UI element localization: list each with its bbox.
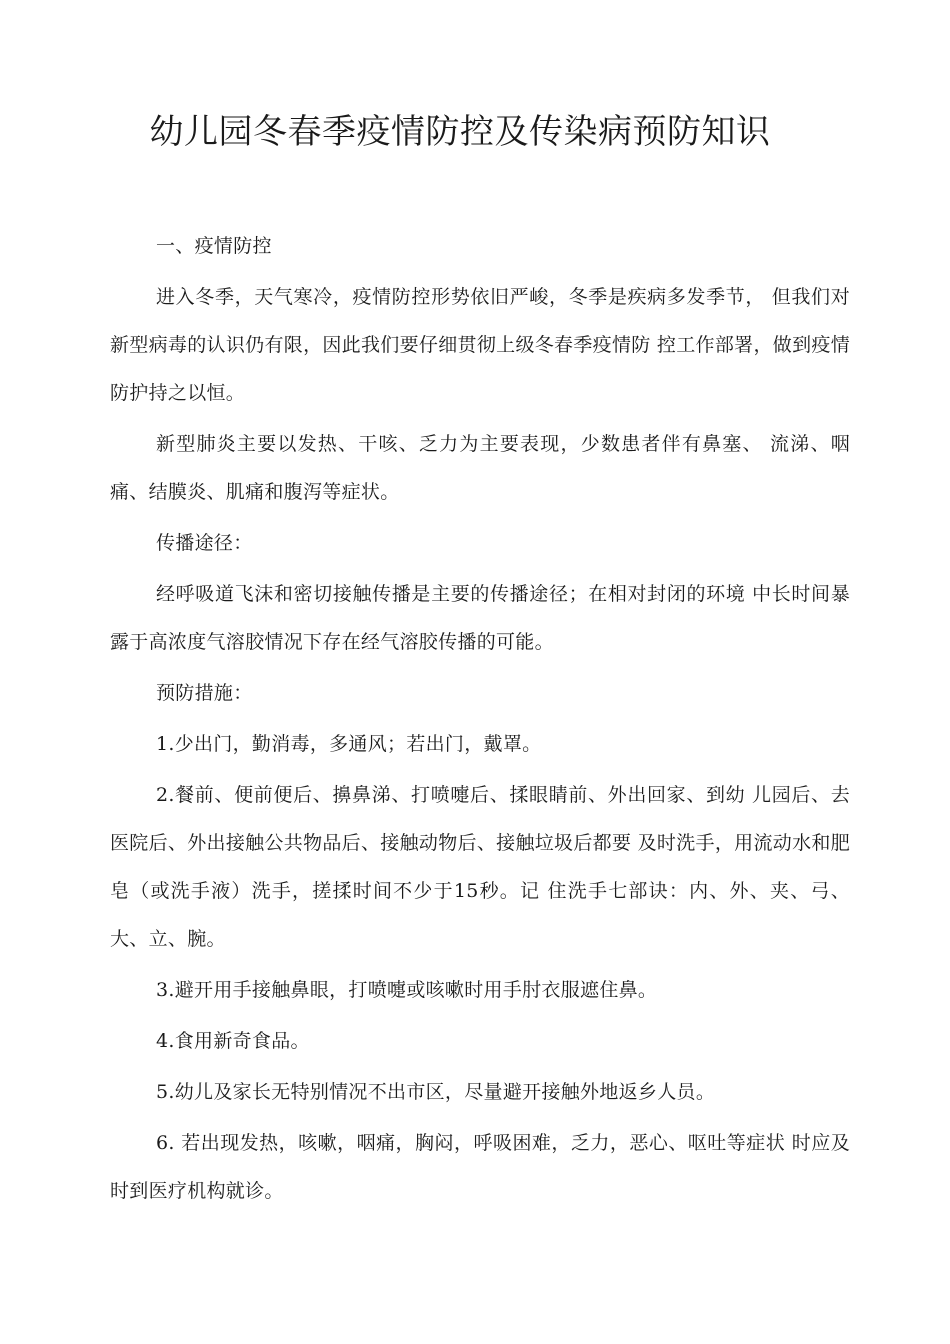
- document-body: [110, 222, 850, 1218]
- subheading-transmission: 传播途径：: [156, 532, 253, 554]
- paragraph-winter-situation: 进入冬季，天气寒冷，疫情防控形势依旧严峻，冬季是疾病多发季节， 但我们对新型病毒的认识仍有限，因此我们要仔细贯彻上级冬春季疫情防 控工作部署，做到疫情防护持之以恒。: [110, 286, 850, 404]
- prevention-item-5: 5.幼儿及家长无特别情况不出市区，尽量避开接触外地返乡人员。: [156, 1081, 716, 1103]
- document-title: 幼儿园冬春季疫情防控及传染病预防知识: [149, 112, 771, 152]
- prevention-item-1: 1.少出门，勤消毒，多通风；若出门，戴罩。: [156, 733, 542, 755]
- prevention-item-2: 2.餐前、便前便后、擤鼻涕、打喷嚏后、揉眼睛前、外出回家、到幼 儿园后、去医院后、外出接触公共物品后、接触动物后、接触垃圾后都要 及时洗手，用流动水和肥皂（或洗手液）洗手，搓揉时间不少于15秒。记 住洗手七部诀：内、外、夹、弓、大、立、腕。: [110, 784, 850, 950]
- paragraph-transmission: 经呼吸道飞沫和密切接触传播是主要的传播途径；在相对封闭的环境 中长时间暴露于高浓度气溶胶情况下存在经气溶胶传播的可能。: [110, 583, 850, 653]
- paragraph-symptoms: 新型肺炎主要以发热、干咳、乏力为主要表现，少数患者伴有鼻塞、 流涕、咽痛、结膜炎、肌痛和腹泻等症状。: [110, 433, 850, 503]
- section-heading-epidemic-control: 一、疫情防控: [156, 235, 272, 257]
- prevention-item-6: 6. 若出现发热，咳嗽，咽痛，胸闷，呼吸困难，乏力，恶心、呕吐等症状 时应及时到医疗机构就诊。: [110, 1132, 850, 1202]
- subheading-prevention: 预防措施：: [156, 682, 253, 704]
- prevention-item-4: 4.食用新奇食品。: [156, 1030, 310, 1052]
- prevention-item-3: 3.避开用手接触鼻眼，打喷嚏或咳嗽时用手肘衣服遮住鼻。: [156, 979, 658, 1001]
